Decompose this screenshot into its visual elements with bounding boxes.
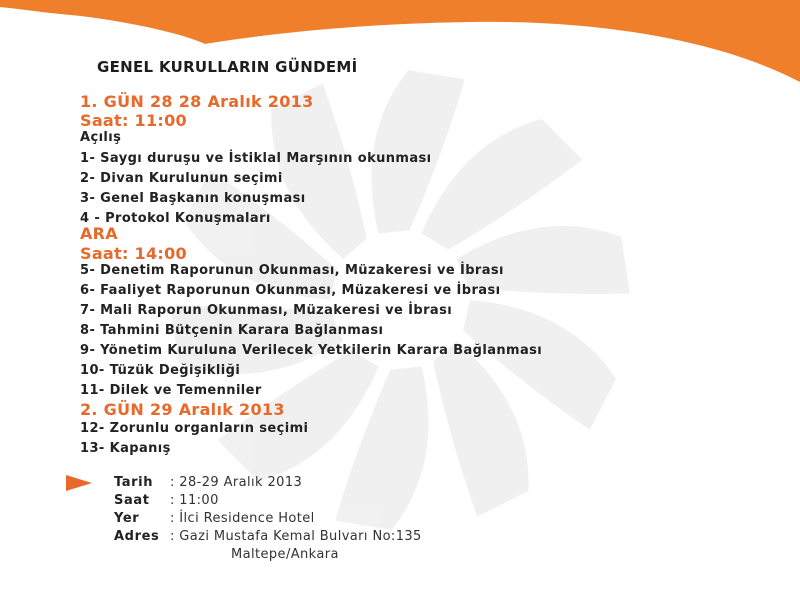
page-title: GENEL KURULLARIN GÜNDEMİ: [97, 58, 358, 76]
agenda-item: 6- Faaliyet Raporunun Okunması, Müzakeresi ve İbrası: [80, 283, 501, 298]
agenda-item: 4 - Protokol Konuşmaları: [80, 211, 271, 226]
date-value: : 28-29 Aralık 2013: [170, 475, 303, 490]
agenda-item: 13- Kapanış: [80, 441, 171, 456]
agenda-item: 12- Zorunlu organların seçimi: [80, 421, 309, 436]
agenda-item: 3- Genel Başkanın konuşması: [80, 191, 306, 206]
address-line2: Maltepe/Ankara: [231, 547, 339, 562]
day1-heading: 1. GÜN 28 28 Aralık 2013: [80, 92, 314, 111]
agenda-item: 1- Saygı duruşu ve İstiklal Marşının okunması: [80, 151, 432, 166]
opening-label: Açılış: [80, 130, 122, 145]
day1-time1: Saat: 11:00: [80, 111, 187, 130]
date-label: Tarih: [114, 475, 154, 490]
watermark-pinwheel-icon: [170, 70, 630, 530]
agenda-item: 7- Mali Raporun Okunması, Müzakeresi ve İbrası: [80, 303, 453, 318]
break-heading: ARA: [80, 224, 118, 243]
agenda-item: 9- Yönetim Kuruluna Verilecek Yetkilerin Karara Bağlanması: [80, 343, 543, 358]
day1-time2: Saat: 14:00: [80, 244, 187, 263]
address-label: Adres: [114, 529, 160, 544]
agenda-item: 5- Denetim Raporunun Okunması, Müzakeresi ve İbrası: [80, 263, 504, 278]
time-label: Saat: [114, 493, 150, 508]
time-value: : 11:00: [170, 493, 219, 508]
address-value: : Gazi Mustafa Kemal Bulvarı No:135: [170, 529, 422, 544]
agenda-item: 10- Tüzük Değişikliği: [80, 363, 241, 378]
place-label: Yer: [114, 511, 140, 526]
agenda-item: 8- Tahmini Bütçenin Karara Bağlanması: [80, 323, 384, 338]
place-value: : İlci Residence Hotel: [170, 511, 315, 526]
agenda-item: 2- Divan Kurulunun seçimi: [80, 171, 283, 186]
agenda-item: 11- Dilek ve Temenniler: [80, 383, 262, 398]
arrow-right-icon: [66, 474, 92, 492]
day2-heading: 2. GÜN 29 Aralık 2013: [80, 400, 285, 419]
